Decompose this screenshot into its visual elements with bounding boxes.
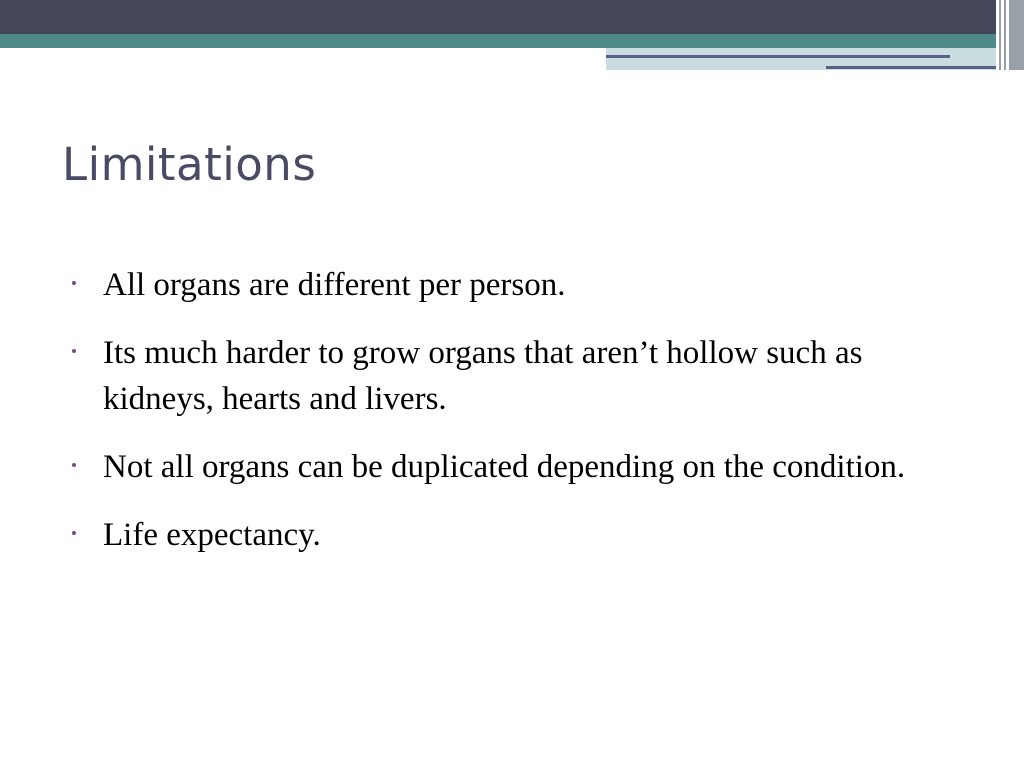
header-teal-band <box>0 34 1024 48</box>
bullet-text: Life expectancy. <box>103 517 321 553</box>
bullet-dot-icon <box>72 349 76 353</box>
bullet-text: Not all organs can be duplicated depending on the condition. <box>103 449 906 485</box>
bullet-item <box>70 330 950 422</box>
slide-title: Limitations <box>62 138 317 191</box>
bullet-text: All organs are different per person. <box>103 267 566 303</box>
bullet-list <box>70 262 950 580</box>
header-stripe <box>1009 0 1024 70</box>
bullet-item <box>70 444 950 490</box>
bullet-item <box>70 262 950 308</box>
bullet-dot-icon <box>72 281 76 285</box>
header-accent-line-short <box>826 66 1006 69</box>
bullet-text: Its much harder to grow organs that aren’t hollow such as kidneys, hearts and livers. <box>103 335 863 417</box>
header-right-stripes <box>996 0 1024 70</box>
bullet-item <box>70 512 950 558</box>
header-dark-band <box>0 0 1024 34</box>
bullet-dot-icon <box>72 531 76 535</box>
bullet-dot-icon <box>72 463 76 467</box>
header-accent-line <box>606 55 950 58</box>
